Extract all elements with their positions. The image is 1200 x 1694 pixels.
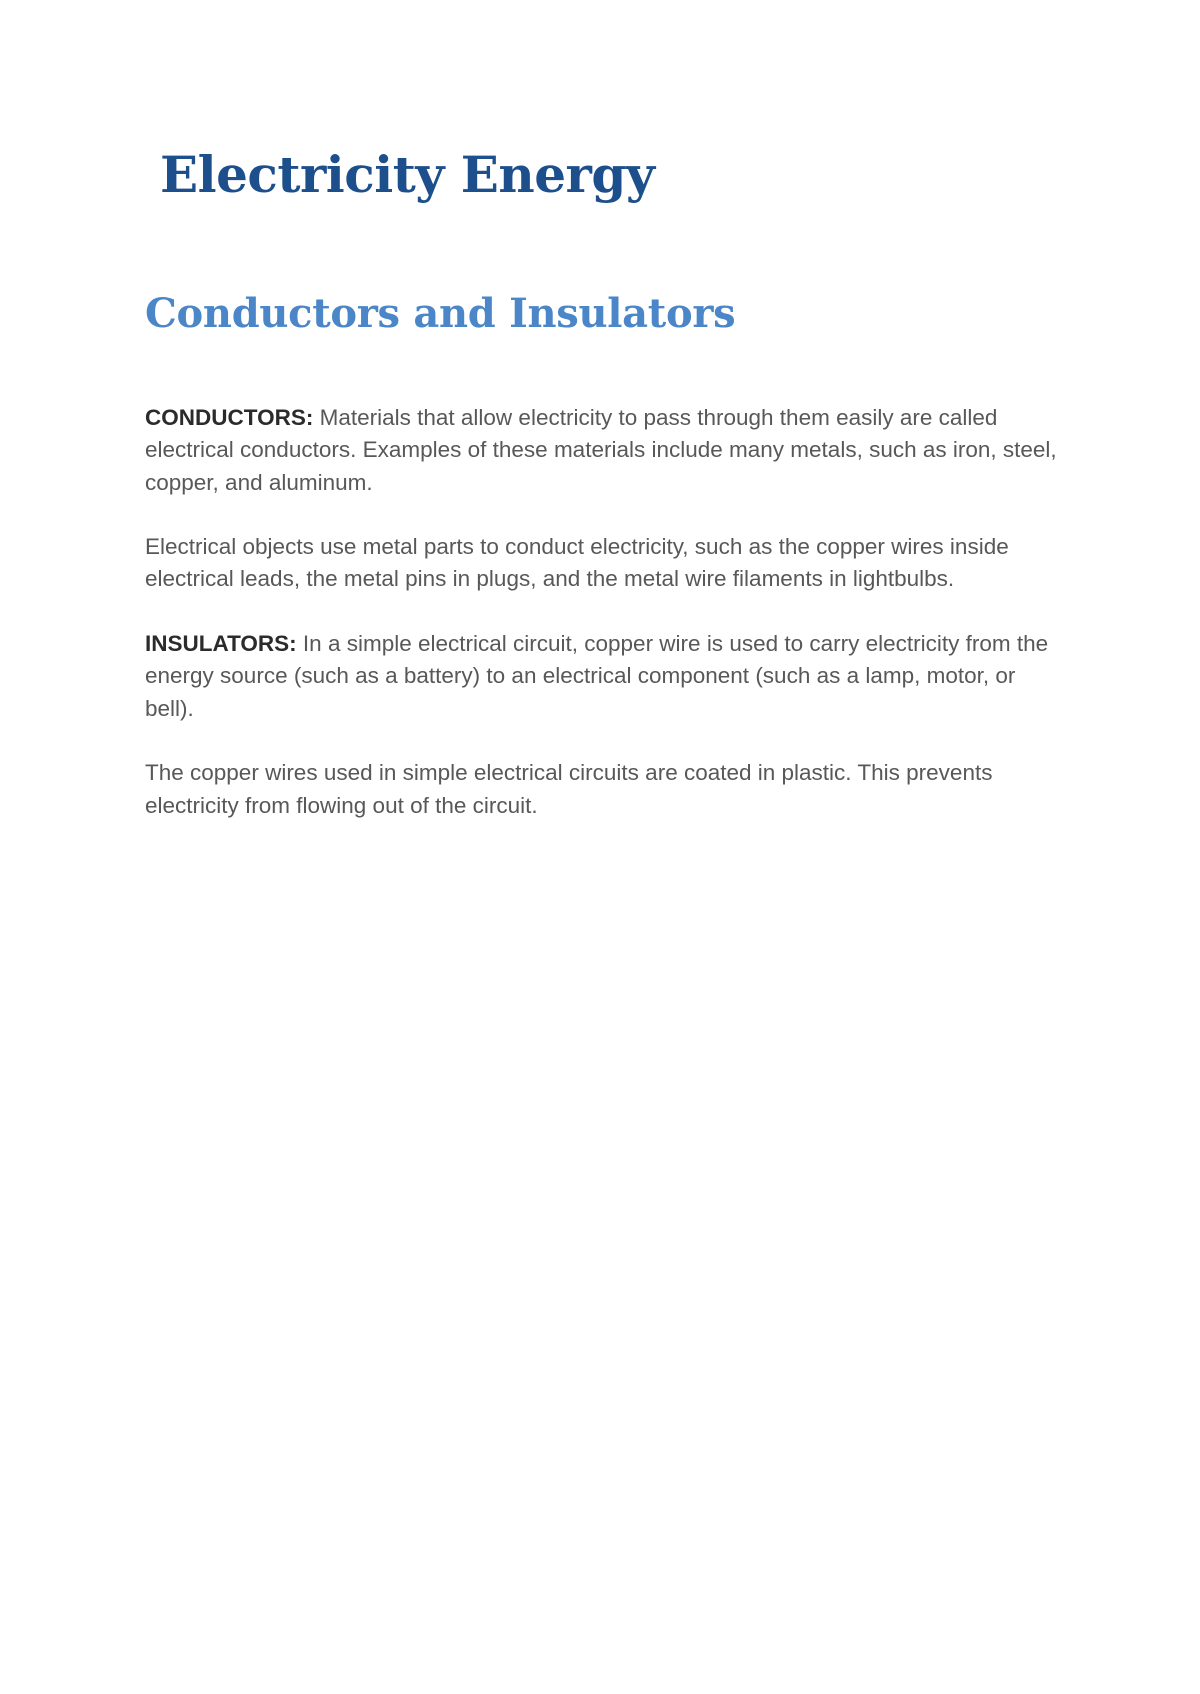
- page-title: Electricity Energy: [160, 145, 655, 204]
- body-text: [145, 402, 1065, 854]
- paragraph-text: In a simple electrical circuit, copper wire is used to carry electricity from the energy source (such as a battery) to an electrical component (such as a lamp, motor, or bell).: [145, 631, 1049, 721]
- paragraph-electrical-objects: [145, 531, 1065, 596]
- paragraph-copper-wires: [145, 757, 1065, 822]
- paragraph-conductors: [145, 402, 1065, 499]
- paragraph-text: The copper wires used in simple electrical circuits are coated in plastic. This prevents electricity from flowing out of the circuit.: [145, 760, 993, 818]
- section-heading: Conductors and Insulators: [145, 290, 736, 337]
- paragraph-lead: INSULATORS:: [145, 631, 297, 657]
- paragraph-text: Electrical objects use metal parts to conduct electricity, such as the copper wires inside electrical leads, the metal pins in plugs, and the metal wire filaments in lightbulbs.: [145, 534, 1009, 592]
- paragraph-insulators: [145, 628, 1065, 725]
- paragraph-text: Materials that allow electricity to pass through them easily are called electrical conductors. Examples of these materials include many metals, such as iron, steel, copper, and aluminum.: [145, 405, 1057, 495]
- paragraph-lead: CONDUCTORS:: [145, 405, 314, 430]
